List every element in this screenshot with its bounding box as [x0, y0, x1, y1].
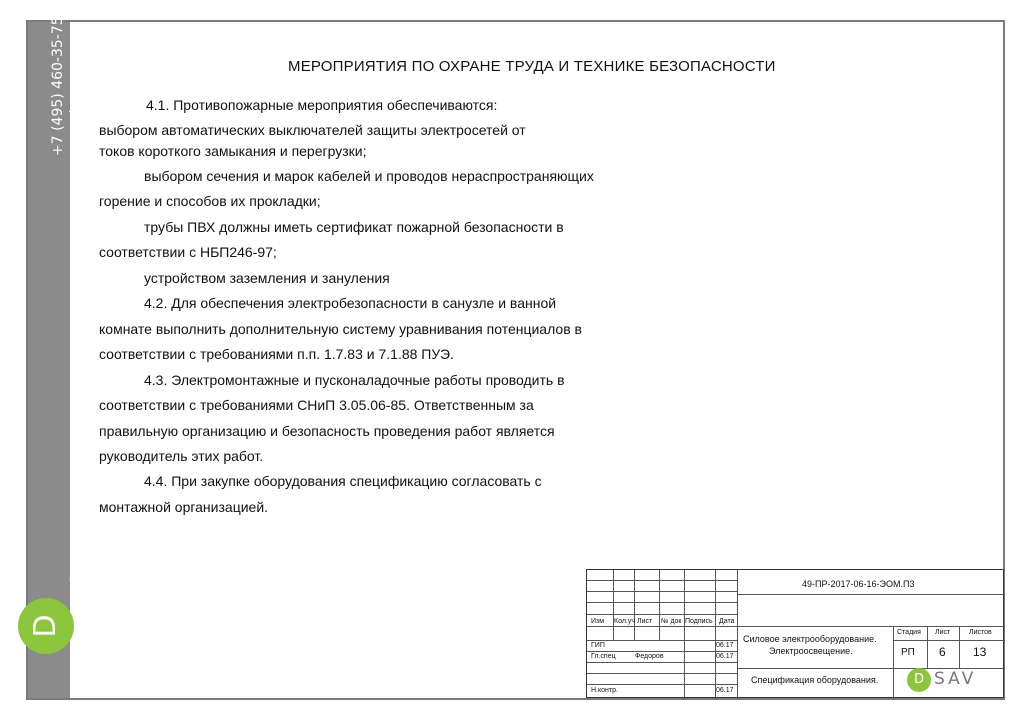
page-title: МЕРОПРИЯТИЯ ПО ОХРАНЕ ТРУДА И ТЕХНИКЕ БЕЗОПАСНОСТИ: [288, 58, 776, 75]
object-line2: Электроосвещение.: [769, 646, 853, 656]
text-line: правильную организацию и безопасность проведения работ является: [99, 423, 555, 439]
col-izm: Изм: [591, 618, 605, 625]
text-line: выбором автоматических выключателей защиты электросетей от: [99, 122, 526, 138]
site-link[interactable]: www.d-sav.ru: [68, 62, 84, 156]
dsav-logo: [28, 480, 104, 660]
text-line: комнате выполнить дополнительную систему уравнивания потенциалов в: [99, 321, 582, 337]
text-line: 4.3. Электромонтажные и пусконаладочные работы проводить в: [144, 372, 565, 388]
stamp-logo: [907, 668, 987, 692]
document-code: 49-ПР-2017-06-16-ЭОМ.П3: [802, 579, 915, 589]
col-podp: Подпись: [685, 618, 713, 625]
date-nkontr: 06.17: [716, 687, 734, 694]
contacts-text: [49, 16, 85, 156]
text-line: руководитель этих работ.: [99, 448, 264, 464]
text-line: горение и способов их прокладки;: [99, 193, 321, 209]
text-line: 4.4. При закупке оборудования спецификацию согласовать с: [144, 473, 542, 489]
date-gip: 06.17: [716, 642, 734, 649]
stamp-logo-d: D: [907, 668, 931, 692]
text-line: 4.2. Для обеспечения электробезопасности в санузле и ванной: [144, 295, 557, 311]
phone-text: +7 (495) 460-35-75: [50, 16, 66, 156]
role-gip: ГИП: [591, 642, 605, 649]
stage-value: РП: [901, 647, 915, 658]
text-line: соответствии с НБП246-97;: [99, 244, 277, 260]
sheets-label: Листов: [969, 629, 992, 636]
stamp-logo-sav: SAV: [934, 669, 977, 689]
text-line: трубы ПВХ должны иметь сертификат пожарной безопасности в: [144, 219, 564, 235]
col-ndok: № док: [661, 618, 682, 625]
text-line: выбором сечения и марок кабелей и проводов нераспространяющих: [144, 168, 594, 184]
col-data: Дата: [719, 618, 735, 625]
text-line: 4.1. Противопожарные мероприятия обеспечиваются:: [146, 97, 498, 113]
glspec-name: Федоров: [635, 653, 664, 660]
stage-label: Стадия: [897, 629, 921, 636]
contacts: [28, 16, 84, 192]
role-nkontr: Н.контр.: [591, 687, 618, 694]
logo-d-text: D: [28, 614, 63, 638]
sheet-value: 6: [939, 645, 946, 659]
sheets-value: 13: [973, 645, 987, 659]
text-line: токов короткого замыкания и перегрузки;: [99, 143, 367, 159]
logo-circle-icon: [18, 598, 74, 654]
col-list: Лист: [637, 618, 653, 625]
object-line1: Силовое электрооборудование.: [743, 634, 877, 644]
text-line: монтажной организацией.: [99, 499, 269, 515]
text-line: устройством заземления и зануления: [144, 270, 390, 286]
text-line: соответствии с требованиями СНиП 3.05.06-85. Ответственным за: [99, 397, 534, 413]
col-kolu: Кол.уч: [614, 618, 635, 625]
text-line: соответствии с требованиями п.п. 1.7.83 и 7.1.88 ПУЭ.: [99, 346, 454, 362]
document-name: Спецификация оборудования.: [751, 675, 879, 685]
date-glspec: 06.17: [716, 653, 734, 660]
logo-sav-text: SAV: [64, 499, 104, 590]
sheet-label: Лист: [935, 629, 951, 636]
role-glspec: Гл.спец: [591, 653, 616, 660]
